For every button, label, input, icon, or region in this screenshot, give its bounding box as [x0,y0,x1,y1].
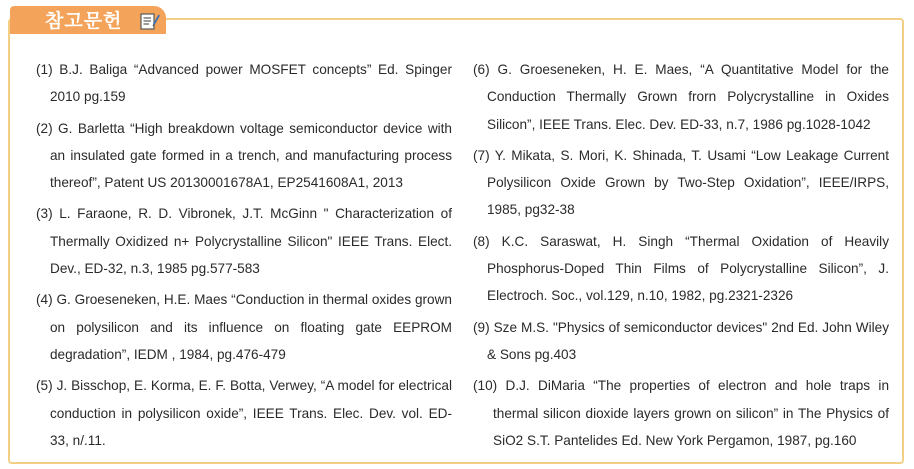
reference-item: (8) K.C. Saraswat, H. Singh “Thermal Oxidation of Heavily Phosphorus-Doped Thin Films of Polycrystalline Silicon”, J. Electroch. Soc., vol.129, n.10, 1982, pg.2321-2326 [473,233,889,304]
reference-item: (10) D.J. DiMaria “The properties of electron and hole traps in thermal silicon dioxide layers grown on silicon” in The Physics of SiO2 S.T. Pantelides Ed. New York Pergamon, 1987, pg.160 [473,378,889,448]
note-pencil-icon [140,12,160,30]
reference-item: (1) B.J. Baliga “Advanced power MOSFET concepts” Ed. Spinger 2010 pg.159 [36,62,452,105]
references-right-column [473,56,889,458]
page-title: 참고문헌 [45,10,123,32]
reference-item: (5) J. Bisschop, E. Korma, E. F. Botta, Verwey, “A model for electrical conduction in polysilicon oxide”, IEEE Trans. Elec. Dev. vol. ED-33, n/.11. [36,378,452,448]
reference-item: (2) G. Barletta “High breakdown voltage semiconductor device with an insulated gate formed in a trench, and manufacturing process thereof”, Patent US 20130001678A1, EP2541608A1, 2013 [36,120,452,191]
reference-item: (9) Sze M.S. "Physics of semiconductor devices" 2nd Ed. John Wiley & Sons pg.403 [473,319,889,362]
references-left-column [36,56,452,458]
reference-item: (6) G. Groeseneken, H. E. Maes, “A Quantitative Model for the Conduction Thermally Grown frorn Polycrystalline in Oxides Silicon”, IEEE Trans. Elec. Dev. ED-33, n.7, 1986 pg.1028-1042 [473,62,889,132]
reference-item: (3) L. Faraone, R. D. Vibronek, J.T. McGinn " Characterization of Thermally Oxidized n+ Polycrystalline Silicon" IEEE Trans. Elect. Dev., ED-32, n.3, 1985 pg.577-583 [36,206,452,277]
reference-item: (4) G. Groeseneken, H.E. Maes “Conduction in thermal oxides grown on polysilicon and its influence on floating gate EEPROM degradation”, IEDM , 1984, pg.476-479 [36,292,452,362]
reference-item: (7) Y. Mikata, S. Mori, K. Shinada, T. Usami “Low Leakage Current Polysilicon Oxide Grown by Two-Step Oxidation”, IEEE/IRPS, 1985, pg32-38 [473,147,889,218]
